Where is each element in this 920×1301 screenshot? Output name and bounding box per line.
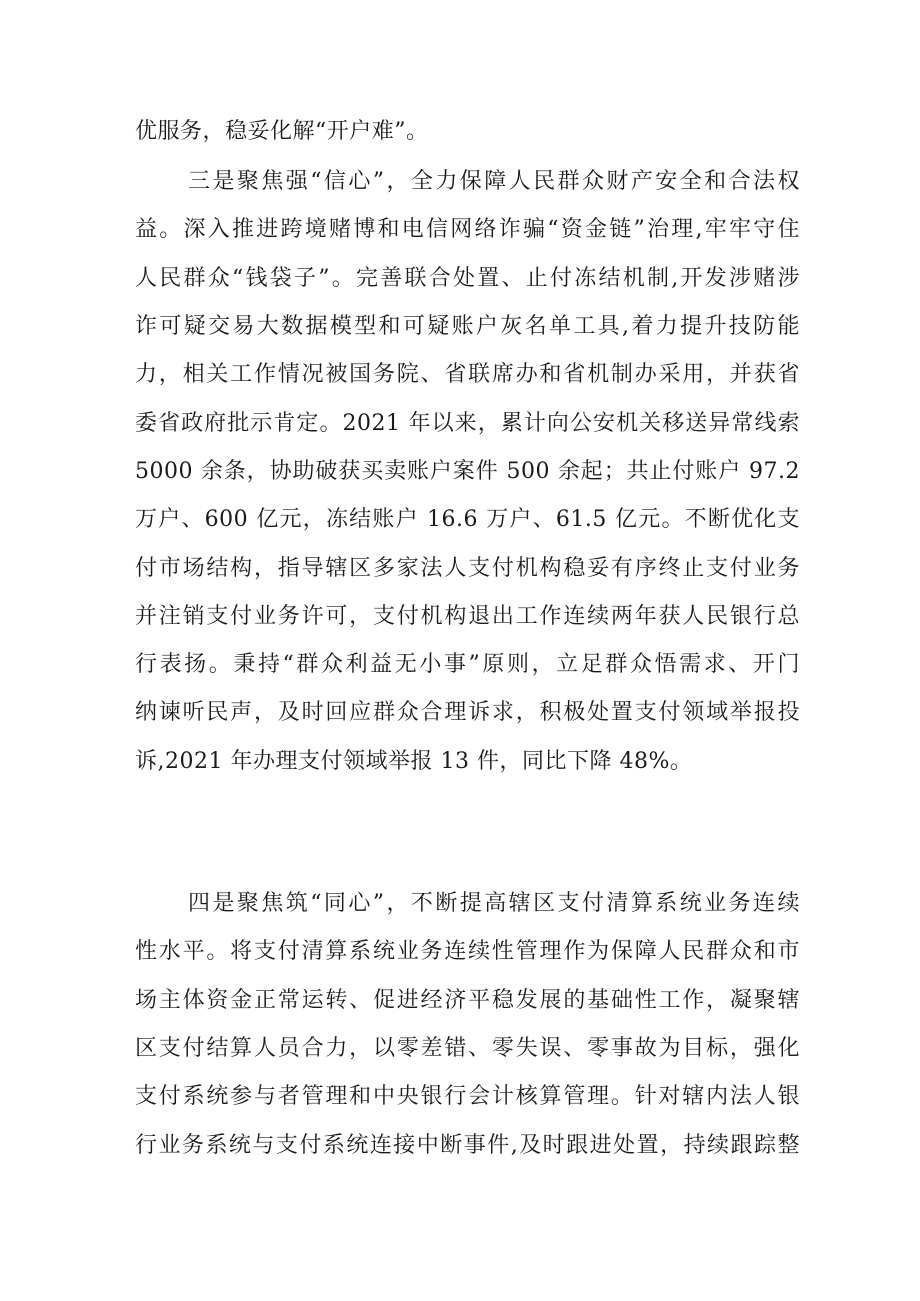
text-line: 力，相关工作情况被国务院、省联席办和省机制办采用，并获省 bbox=[135, 362, 800, 387]
text-line: 区支付结算人员合力，以零差错、零失误、零事故为目标，强化 bbox=[135, 1036, 800, 1061]
text-line: 付市场结构，指导辖区多家法人支付机构稳妥有序终止支付业务 bbox=[135, 556, 800, 581]
text-line: 诈可疑交易大数据模型和可疑账户灰名单工具,着力提升技防能 bbox=[135, 314, 800, 339]
text-line: 万户、600 亿元，冻结账户 16.6 万户、61.5 亿元。不断优化支 bbox=[135, 507, 800, 532]
text-line: 人民群众“钱袋子”。完善联合处置、止付冻结机制,开发涉赌涉 bbox=[135, 266, 800, 291]
text-line: 委省政府批示肯定。2021 年以来，累计向公安机关移送异常线索 bbox=[135, 411, 800, 436]
text-line: 行业务系统与支付系统连接中断事件,及时跟进处置，持续跟踪整 bbox=[135, 1133, 800, 1158]
text-line: 行表扬。秉持“群众利益无小事”原则，立足群众悟需求、开门 bbox=[135, 652, 800, 677]
text-line: 三是聚焦强“信心”，全力保障人民群众财产安全和合法权 bbox=[188, 169, 800, 194]
text-line: 优服务，稳妥化解“开户难”。 bbox=[135, 119, 429, 144]
text-line: 四是聚焦筑“同心”，不断提高辖区支付清算系统业务连续 bbox=[188, 891, 800, 916]
text-line: 纳谏听民声，及时回应群众合理诉求，积极处置支付领域举报投 bbox=[135, 700, 800, 725]
text-line: 5000 余条，协助破获买卖账户案件 500 余起；共止付账户 97.2 bbox=[135, 459, 800, 484]
text-line: 并注销支付业务许可，支付机构退出工作连续两年获人民银行总 bbox=[135, 604, 800, 629]
text-line: 诉,2021 年办理支付领域举报 13 件，同比下降 48%。 bbox=[135, 749, 693, 774]
text-line: 性水平。将支付清算系统业务连续性管理作为保障人民群众和市 bbox=[135, 939, 800, 964]
text-line: 益。深入推进跨境赌博和电信网络诈骗“资金链”治理,牢牢守住 bbox=[135, 217, 800, 242]
text-line: 支付系统参与者管理和中央银行会计核算管理。针对辖内法人银 bbox=[135, 1084, 800, 1109]
text-line: 场主体资金正常运转、促进经济平稳发展的基础性工作，凝聚辖 bbox=[135, 988, 800, 1013]
